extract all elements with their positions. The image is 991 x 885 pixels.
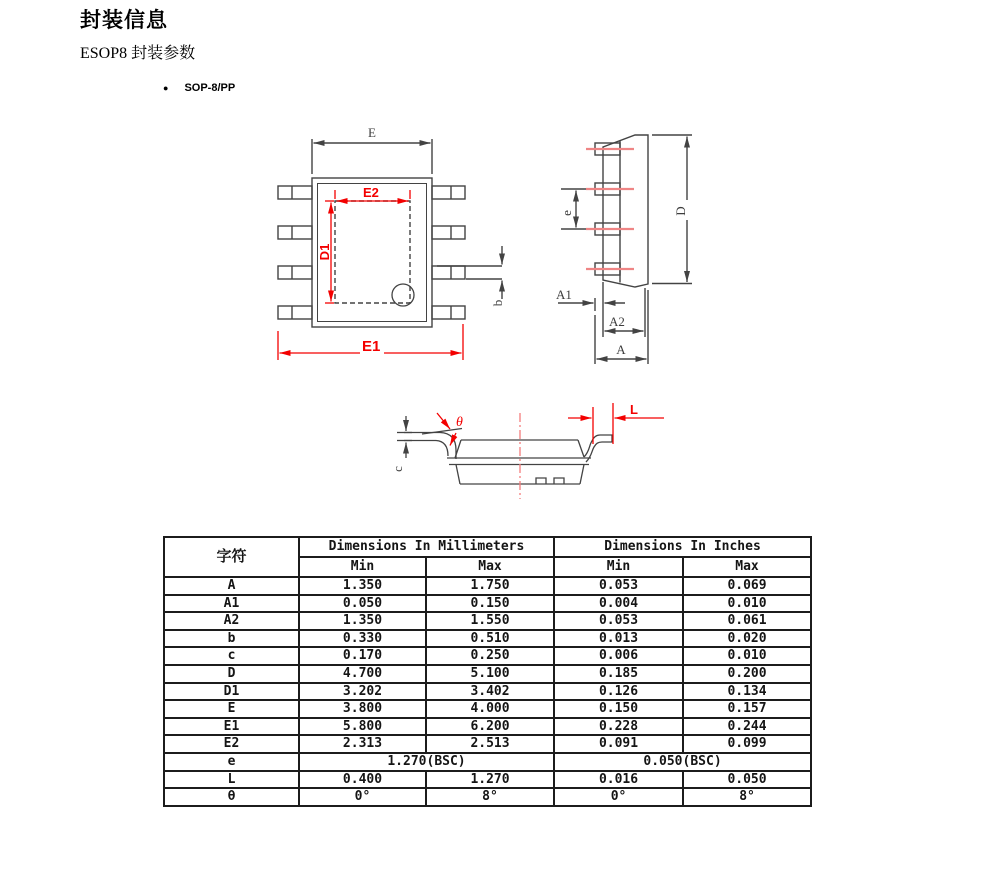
header-in-max: Max [683,557,811,577]
cell-mm-min: 0.400 [299,771,426,789]
cell-in-min: 0.150 [554,700,683,718]
cell-mm-max: 1.270 [426,771,554,789]
cell-symbol: L [164,771,299,789]
cell-in-min: 0° [554,788,683,806]
cell-in-min: 0.053 [554,577,683,595]
dim-E [312,139,432,174]
cell-mm-max: 0.150 [426,595,554,613]
package-body-inner [318,184,427,322]
bullet-icon: ● [163,82,169,93]
bottom-notch [536,478,546,484]
left-pins [278,186,312,319]
dim-c [397,416,412,458]
package-dimensions-table [163,536,812,807]
cell-in-bsc: 0.050(BSC) [554,753,811,771]
cell-symbol: θ [164,788,299,806]
cell-in-min: 0.006 [554,647,683,665]
bullet-label: SOP-8/PP [184,82,236,94]
dim-label-E: E [368,125,376,140]
cell-mm-min: 0.330 [299,630,426,648]
cell-mm-min: 4.700 [299,665,426,683]
cell-in-min: 0.185 [554,665,683,683]
header-group-in: Dimensions In Inches [554,537,811,557]
cell-mm-min: 3.202 [299,683,426,701]
cell-mm-min: 2.313 [299,735,426,753]
dim-label-e: e [559,210,574,216]
cell-symbol: E2 [164,735,299,753]
dim-label-L: L [630,402,638,417]
dim-label-D1: D1 [317,243,332,261]
cell-mm-max: 1.550 [426,612,554,630]
package-table-body [164,577,811,806]
header-group-mm: Dimensions In Millimeters [299,537,554,557]
cell-mm-min: 1.350 [299,577,426,595]
dim-label-E2: E2 [363,185,379,200]
page-subtitle: ESOP8 封装参数 [80,45,196,62]
top-view-red-dims [278,190,463,360]
dim-label-theta: θ [456,415,463,430]
dim-L [568,403,664,444]
dim-label-A: A [616,342,626,357]
cell-symbol: b [164,630,299,648]
table-row [164,753,811,771]
dim-A2 [605,288,646,337]
cell-in-max: 0.069 [683,577,811,595]
cell-symbol: D1 [164,683,299,701]
table-row [164,735,811,753]
cell-in-min: 0.004 [554,595,683,613]
table-row [164,595,811,613]
cell-symbol: e [164,753,299,771]
dim-label-b: b [490,299,505,307]
cell-mm-max: 0.510 [426,630,554,648]
cell-in-max: 0.020 [683,630,811,648]
dim-b [437,246,502,299]
right-pins [432,186,465,319]
dim-label-c: c [390,466,405,472]
table-row [164,771,811,789]
cell-mm-max: 2.513 [426,735,554,753]
exposed-pad-outline [335,201,410,303]
cell-in-max: 0.099 [683,735,811,753]
cell-in-max: 0.050 [683,771,811,789]
table-row [164,612,811,630]
header-mm-max: Max [426,557,554,577]
cell-symbol: E1 [164,718,299,736]
cell-in-min: 0.091 [554,735,683,753]
table-row [164,700,811,718]
cell-mm-bsc: 1.270(BSC) [299,753,554,771]
cell-mm-min: 5.800 [299,718,426,736]
table-row [164,788,811,806]
cell-symbol: A [164,577,299,595]
header-in-min: Min [554,557,683,577]
cell-mm-max: 6.200 [426,718,554,736]
cell-in-max: 8° [683,788,811,806]
cell-in-max: 0.061 [683,612,811,630]
cell-symbol: c [164,647,299,665]
side-body-outline [603,135,648,287]
side-view-drawing [558,135,692,364]
page-title: 封装信息 [80,9,168,32]
cell-mm-max: 8° [426,788,554,806]
cell-mm-min: 0.170 [299,647,426,665]
cell-mm-min: 3.800 [299,700,426,718]
table-row [164,577,811,595]
profile-view-drawing [397,416,612,484]
cell-symbol: A2 [164,612,299,630]
cell-mm-max: 4.000 [426,700,554,718]
cell-mm-max: 3.402 [426,683,554,701]
cell-in-min: 0.013 [554,630,683,648]
cell-mm-min: 1.350 [299,612,426,630]
header-symbol: 字符 [164,537,299,577]
header-mm-min: Min [299,557,426,577]
table-row [164,718,811,736]
table-row [164,647,811,665]
dim-label-A2: A2 [609,314,625,329]
side-pin-highlight-lines [586,149,634,269]
cell-in-max: 0.200 [683,665,811,683]
dim-label-A1: A1 [556,287,572,302]
cell-symbol: A1 [164,595,299,613]
cell-mm-min: 0.050 [299,595,426,613]
cell-in-min: 0.228 [554,718,683,736]
table-row [164,665,811,683]
cell-in-max: 0.244 [683,718,811,736]
cell-mm-min: 0° [299,788,426,806]
cell-in-min: 0.053 [554,612,683,630]
bottom-notch [554,478,564,484]
side-pins [595,143,620,275]
cell-in-min: 0.016 [554,771,683,789]
dim-label-E1: E1 [362,338,381,355]
cell-mm-max: 1.750 [426,577,554,595]
cell-in-max: 0.010 [683,595,811,613]
table-row [164,630,811,648]
top-view-drawing [278,139,502,327]
dim-label-D: D [673,206,688,216]
cell-in-max: 0.134 [683,683,811,701]
table-row [164,683,811,701]
cell-mm-max: 0.250 [426,647,554,665]
cell-in-max: 0.157 [683,700,811,718]
cell-symbol: E [164,700,299,718]
cell-symbol: D [164,665,299,683]
cell-in-max: 0.010 [683,647,811,665]
dim-e [561,189,590,229]
cell-mm-max: 5.100 [426,665,554,683]
cell-in-min: 0.126 [554,683,683,701]
